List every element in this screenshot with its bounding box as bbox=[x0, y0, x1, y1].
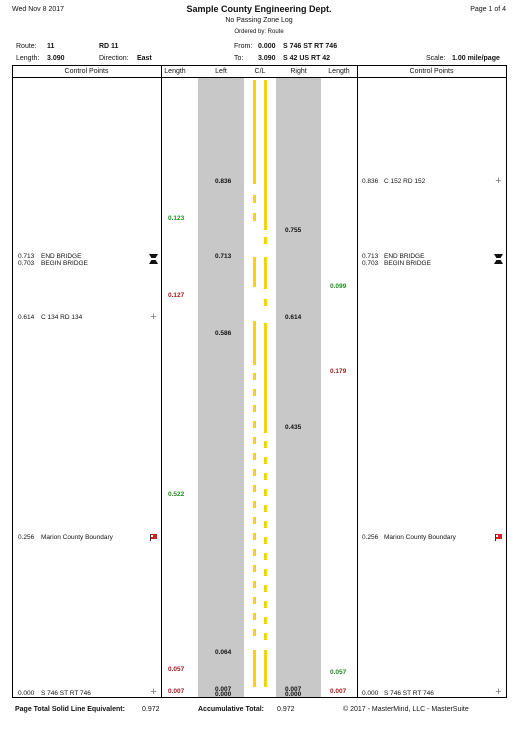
flag-icon bbox=[150, 534, 157, 541]
length-label: Length: bbox=[16, 55, 40, 62]
right-cp-mile: 0.256 bbox=[362, 534, 379, 541]
right-cp-mile: 0.703 bbox=[362, 260, 379, 267]
left-mark: 0.064 bbox=[215, 649, 232, 656]
solid-line-label: Page Total Solid Line Equivalent: bbox=[15, 706, 125, 713]
flag-icon bbox=[495, 534, 502, 541]
col-length-left: Length bbox=[164, 68, 186, 75]
page-number: Page 1 of 4 bbox=[470, 6, 506, 13]
route-label: Route: bbox=[16, 43, 37, 50]
right-cp-name: C 152 RD 152 bbox=[384, 178, 426, 185]
right-cp-mile: 0.713 bbox=[362, 253, 379, 260]
plus-icon: + bbox=[495, 686, 502, 698]
left-mark: 0.586 bbox=[215, 330, 232, 337]
dept-title: Sample County Engineering Dept. bbox=[186, 4, 332, 14]
right-cp-name: END BRIDGE bbox=[384, 253, 425, 260]
copyright: © 2017 - MasterMind, LLC - MasterSuite bbox=[343, 706, 469, 713]
right-lane bbox=[276, 77, 321, 697]
right-length: 0.057 bbox=[330, 669, 347, 676]
left-cp-mile: 0.256 bbox=[18, 534, 35, 541]
left-cp-name: END BRIDGE bbox=[41, 253, 82, 260]
left-cp-name: S 746 ST RT 746 bbox=[41, 690, 91, 697]
left-cp-mile: 0.713 bbox=[18, 253, 35, 260]
left-length: 0.057 bbox=[168, 666, 185, 673]
left-length: 0.123 bbox=[168, 215, 185, 222]
to-label: To: bbox=[234, 55, 244, 62]
from-name: S 746 ST RT 746 bbox=[283, 43, 338, 50]
left-lane bbox=[198, 77, 244, 697]
right-cp-name: BEGIN BRIDGE bbox=[384, 260, 431, 267]
col-control-points-right: Control Points bbox=[409, 68, 454, 75]
left-cp-name: Marion County Boundary bbox=[41, 534, 113, 541]
scale-label: Scale: bbox=[426, 55, 446, 62]
right-cp-mile: 0.000 bbox=[362, 690, 379, 697]
plus-icon: + bbox=[150, 311, 157, 323]
length-value: 3.090 bbox=[47, 55, 65, 62]
bridge-icon bbox=[149, 254, 158, 264]
left-length: 0.007 bbox=[168, 688, 185, 695]
accum-value: 0.972 bbox=[277, 706, 295, 713]
left-cp-name: C 134 RD 134 bbox=[41, 314, 83, 321]
solid-line-value: 0.972 bbox=[142, 706, 160, 713]
col-length-right: Length bbox=[328, 68, 350, 75]
right-length: 0.179 bbox=[330, 368, 347, 375]
right-mark: 0.435 bbox=[285, 424, 302, 431]
right-mark: 0.007 bbox=[285, 686, 302, 693]
col-right: Right bbox=[290, 68, 307, 75]
direction-value: East bbox=[137, 55, 152, 62]
left-mark: 0.713 bbox=[215, 253, 232, 260]
plus-icon: + bbox=[150, 686, 157, 698]
route-value: 11 bbox=[47, 43, 55, 50]
direction-label: Direction: bbox=[99, 55, 129, 62]
left-mark: 0.836 bbox=[215, 178, 232, 185]
right-mark: 0.614 bbox=[285, 314, 302, 321]
accum-label: Accumulative Total: bbox=[198, 706, 264, 713]
scale-value: 1.00 mile/page bbox=[452, 55, 500, 62]
col-centerline: C/L bbox=[254, 68, 266, 75]
plus-icon: + bbox=[495, 175, 502, 187]
right-cp-name: Marion County Boundary bbox=[384, 534, 456, 541]
ordered-by: Ordered by: Route bbox=[234, 29, 284, 35]
from-value: 0.000 bbox=[258, 43, 276, 50]
bridge-icon bbox=[494, 254, 503, 264]
from-label: From: bbox=[234, 43, 253, 50]
right-cp-name: S 746 ST RT 746 bbox=[384, 690, 434, 697]
col-control-points-left: Control Points bbox=[64, 68, 109, 75]
left-length: 0.522 bbox=[168, 491, 185, 498]
left-cp-name: BEGIN BRIDGE bbox=[41, 260, 88, 267]
col-left: Left bbox=[215, 68, 227, 75]
left-cp-mile: 0.000 bbox=[18, 690, 35, 697]
right-length: 0.007 bbox=[330, 688, 347, 695]
right-mark: 0.755 bbox=[285, 227, 302, 234]
left-mark: 0.000 bbox=[215, 691, 232, 698]
left-cp-mile: 0.703 bbox=[18, 260, 35, 267]
right-mark: 0.000 bbox=[285, 691, 302, 698]
left-length: 0.127 bbox=[168, 292, 185, 299]
route-name: RD 11 bbox=[99, 43, 119, 50]
report-date: Wed Nov 8 2017 bbox=[12, 6, 65, 13]
to-value: 3.090 bbox=[258, 55, 276, 62]
left-cp-mile: 0.614 bbox=[18, 314, 35, 321]
report-title: No Passing Zone Log bbox=[225, 17, 293, 24]
to-name: S 42 US RT 42 bbox=[283, 55, 331, 62]
right-length: 0.099 bbox=[330, 283, 347, 290]
left-mark: 0.007 bbox=[215, 686, 232, 693]
right-cp-mile: 0.836 bbox=[362, 178, 379, 185]
centerline-graphic bbox=[244, 77, 276, 697]
